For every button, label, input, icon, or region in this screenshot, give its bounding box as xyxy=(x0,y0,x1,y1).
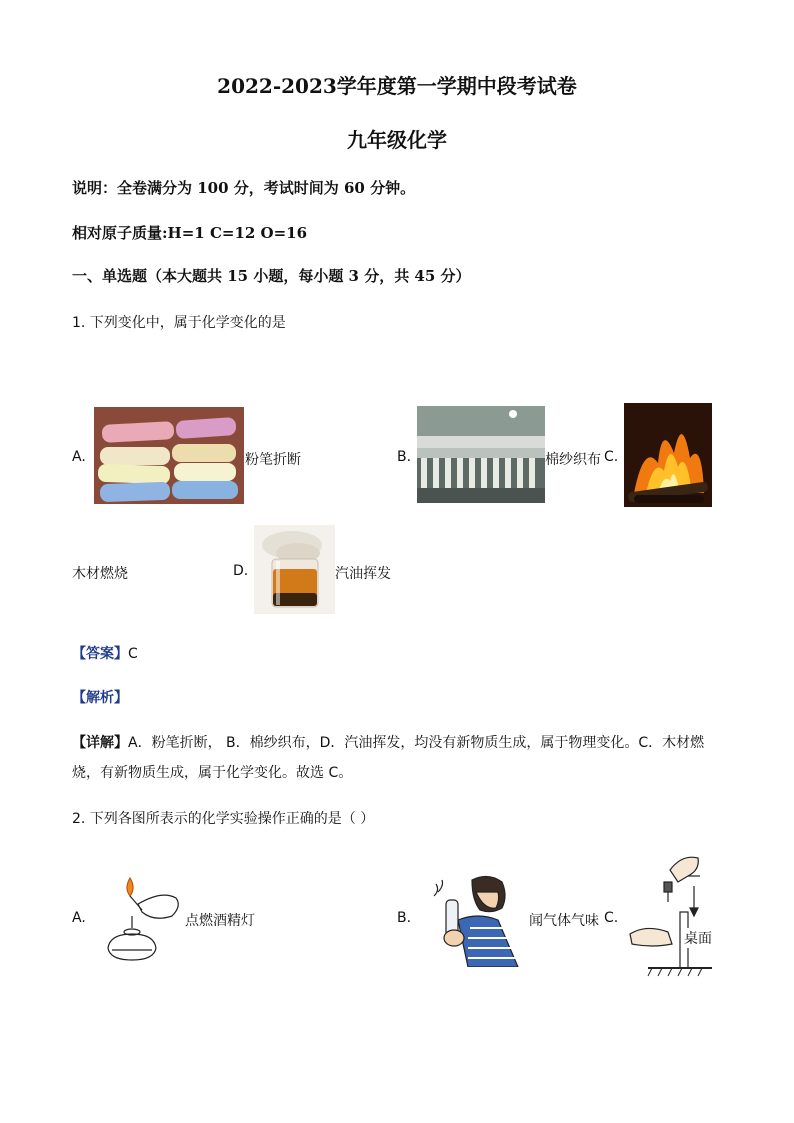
atomic-mass-note: 相对原子质量:H=1 C=12 O=16 xyxy=(72,224,308,242)
question-1-stem: 1. 下列变化中，属于化学变化的是 xyxy=(72,315,286,331)
burning-wood-image xyxy=(624,403,712,507)
spinning-mill-image xyxy=(417,406,545,503)
detail-line-2: 烧，有新物质生成，属于化学变化。故选 C。 xyxy=(72,765,353,781)
detail-line-1 xyxy=(72,732,732,752)
q1-option-c-text: 木材燃烧 xyxy=(72,566,128,582)
q1-option-d-letter: D. xyxy=(233,563,249,579)
chalk-image xyxy=(94,407,244,504)
alcohol-lamp-image xyxy=(102,876,184,962)
q2-option-b-letter: B. xyxy=(397,910,412,926)
q1-option-a-letter: A. xyxy=(72,449,86,465)
exam-subtitle: 九年级化学 xyxy=(347,128,447,152)
q1-option-b-letter: B. xyxy=(397,449,412,465)
gasoline-beaker-image xyxy=(254,525,335,614)
detail-text-1: A．粉笔折断， B．棉纱织布，D．汽油挥发，均没有新物质生成，属于物理变化。C．木材燃 xyxy=(128,735,705,751)
q1-option-b-text: 棉纱织布 xyxy=(545,452,601,468)
analysis-tag: 【解析】 xyxy=(72,690,128,706)
q1-option-d-text: 汽油挥发 xyxy=(335,566,391,582)
answer-tag: 【答案】 xyxy=(72,646,128,662)
answer-line xyxy=(72,643,138,663)
q2-option-a-text: 点燃酒精灯 xyxy=(185,913,255,929)
q2-option-b-text: 闻气体气味 xyxy=(529,913,599,929)
section-heading: 一、单选题（本大题共 15 小题，每小题 3 分，共 45 分） xyxy=(72,267,471,285)
test-tube-setup-image xyxy=(628,852,718,982)
smelling-gas-image xyxy=(428,870,523,967)
q2-option-c-label: 桌面 xyxy=(684,928,712,948)
instructions: 说明：全卷满分为 100 分，考试时间为 60 分钟。 xyxy=(72,179,416,197)
q2-option-c-letter: C. xyxy=(604,910,619,926)
question-2-stem: 2. 下列各图所表示的化学实验操作正确的是（ ） xyxy=(72,811,375,827)
q1-option-c-letter: C. xyxy=(604,449,619,465)
q1-option-a-text: 粉笔折断 xyxy=(245,452,301,468)
q2-option-a-letter: A. xyxy=(72,910,86,926)
answer-value: C xyxy=(128,646,138,662)
exam-title: 2022-2023学年度第一学期中段考试卷 xyxy=(217,74,577,98)
detail-tag: 【详解】 xyxy=(72,735,128,751)
